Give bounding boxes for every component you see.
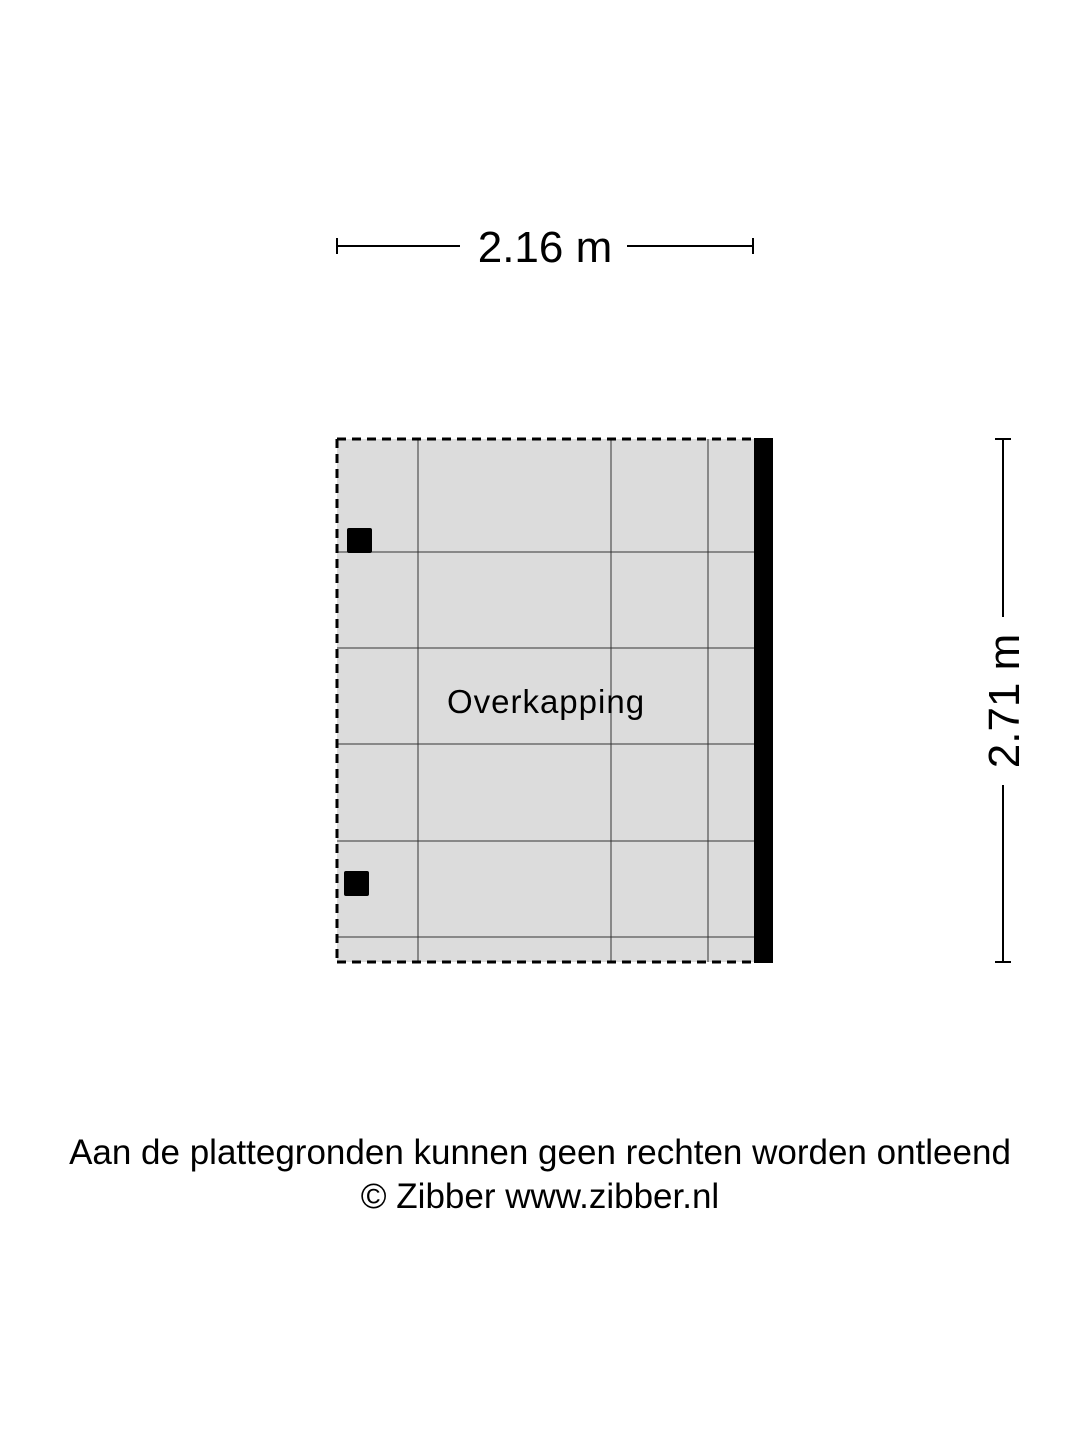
height-dimension-label: 2.71 m (980, 633, 1029, 769)
copyright-text: © Zibber www.zibber.nl (360, 1177, 720, 1216)
width-dimension-label: 2.16 m (477, 223, 613, 272)
solid-wall (754, 438, 773, 963)
disclaimer-text: Aan de plattegronden kunnen geen rechten worden ontleend (69, 1133, 1011, 1172)
support-post (344, 871, 369, 896)
support-post (347, 528, 372, 553)
room-label: Overkapping (446, 683, 646, 720)
